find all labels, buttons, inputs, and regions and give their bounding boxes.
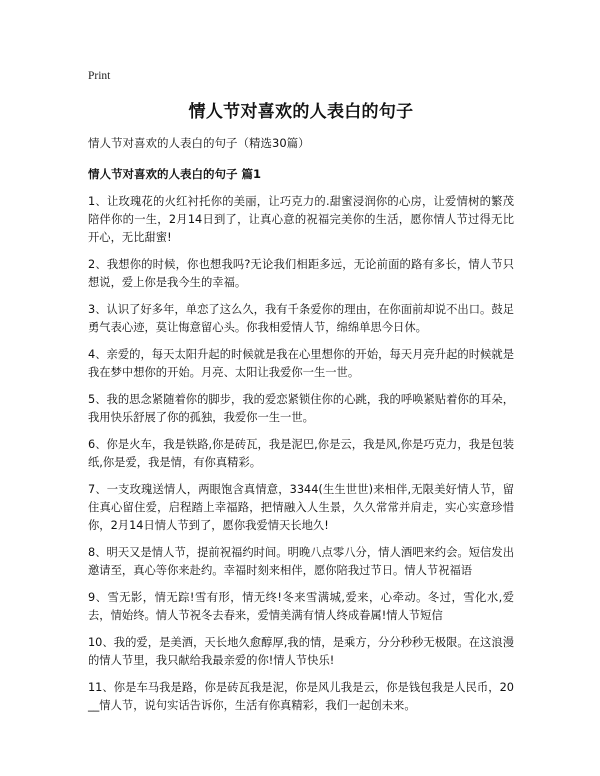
paragraph: 9、雪无影，情无踪!雪有形，情无终!冬来雪满城,爱来，心牵动。冬过，雪化水,爱去，情始终。情人节祝冬去春来，爱情美满有情人终成眷属!情人节短信 <box>88 591 514 622</box>
paragraph: 1、让玫瑰花的火红衬托你的美丽，让巧克力的.甜蜜浸润你的心房，让爱情树的繁茂陪伴你的一生，2月14日到了，让真心意的祝福完美你的生活，愿你情人节过得无比开心，无比甜蜜! <box>88 195 514 244</box>
paragraph: 2、我想你的时候，你也想我吗?无论我们相距多远，无论前面的路有多长，情人节只想说，爱上你是我今生的幸福。 <box>88 258 514 289</box>
document-subtitle: 情人节对喜欢的人表白的句子（精选30篇） <box>88 136 310 150</box>
paragraph-list <box>88 193 514 715</box>
paragraph: 7、一支玫瑰送情人，两眼饱含真情意，3344(生生世世)来相伴,无限美好情人节，留住真心留住爱，启程踏上幸福路，把情融入人生景，久久常常并肩走，实心实意珍惜你，2月14日情人节到了，愿你我爱情天长地久! <box>88 483 514 532</box>
paragraph: 3、认识了好多年，单恋了这么久，我有千条爱你的理由，在你面前却说不出口。鼓足勇气表心迹，莫让悔意留心头。你我相爱情人节，绵绵单思今日休。 <box>88 303 514 334</box>
paragraph: 5、我的思念紧随着你的脚步，我的爱恋紧锁住你的心跳，我的呼唤紧贴着你的耳朵，我用快乐舒展了你的孤独，我爱你一生一世。 <box>88 393 514 424</box>
document-title: 情人节对喜欢的人表白的句子 <box>188 102 414 122</box>
paragraph: 10、我的爱，是美酒，天长地久愈醇厚,我的情，是乘方，分分秒秒无极限。在这浪漫的情人节里，我只献给我最亲爱的你!情人节快乐! <box>88 636 514 667</box>
paragraph: 11、你是车马我是路，你是砖瓦我是泥，你是风儿我是云，你是钱包我是人民币，20__情人节，说句实话告诉你，生活有你真精彩，我们一起创未来。 <box>88 681 514 712</box>
document-page <box>88 68 514 715</box>
section-heading: 情人节对喜欢的人表白的句子 篇1 <box>88 167 262 181</box>
paragraph: 8、明天又是情人节，提前祝福约时间。明晚八点零八分，情人酒吧来约会。短信发出邀请至，真心等你来赴约。幸福时刻来相伴，愿你陪我过节日。情人节祝福语 <box>88 546 514 577</box>
print-label: Print <box>88 70 111 82</box>
paragraph: 4、亲爱的，每天太阳升起的时候就是我在心里想你的开始，每天月亮升起的时候就是我在梦中想你的开始。月亮、太阳让我爱你一生一世。 <box>88 348 514 379</box>
paragraph: 6、你是火车，我是铁路,你是砖瓦，我是泥巴,你是云，我是风,你是巧克力，我是包装纸,你是爱，我是情，有你真精彩。 <box>88 438 514 469</box>
